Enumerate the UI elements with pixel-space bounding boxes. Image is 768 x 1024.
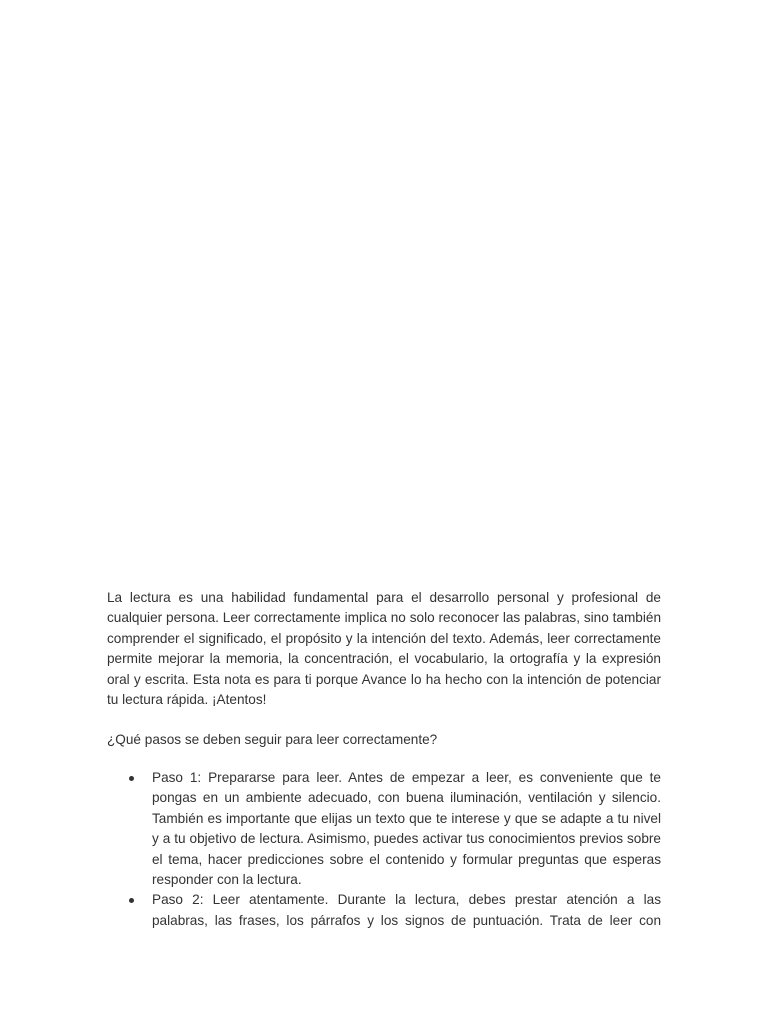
bullet-icon: [129, 776, 134, 781]
list-item: [107, 890, 661, 931]
list-item: [107, 768, 661, 890]
step-text: Paso 1: Prepararse para leer. Antes de empezar a leer, es conveniente que te pongas en un ambiente adecuado, con buena iluminación, ventilación y silencio. También es importante que elijas un texto que te interese y que se adapte a tu nivel y a tu objetivo de lectura. Asimismo, puedes activar tus conocimientos previos sobre el tema, hacer predicciones sobre el contenido y formular preguntas que esperas responder con la lectura.: [152, 770, 661, 888]
section-question: ¿Qué pasos se deben seguir para leer correctamente?: [107, 732, 438, 747]
steps-list: [107, 768, 661, 931]
bullet-icon: [129, 898, 134, 903]
step-text: Paso 2: Leer atentamente. Durante la lectura, debes prestar atención a las palabras, las frases, los párrafos y los signos de puntuación. Trata de leer con: [152, 892, 661, 928]
intro-paragraph: La lectura es una habilidad fundamental para el desarrollo personal y profesional de cualquier persona. Leer correctamente implica no solo reconocer las palabras, sino también comprender el significado, el propósito y la intención del texto. Además, leer correctamente permite mejorar la memoria, la concentración, el vocabulario, la ortografía y la expresión oral y escrita. Esta nota es para ti porque Avance lo ha hecho con la intención de potenciar tu lectura rápida. ¡Atentos!: [107, 590, 661, 708]
